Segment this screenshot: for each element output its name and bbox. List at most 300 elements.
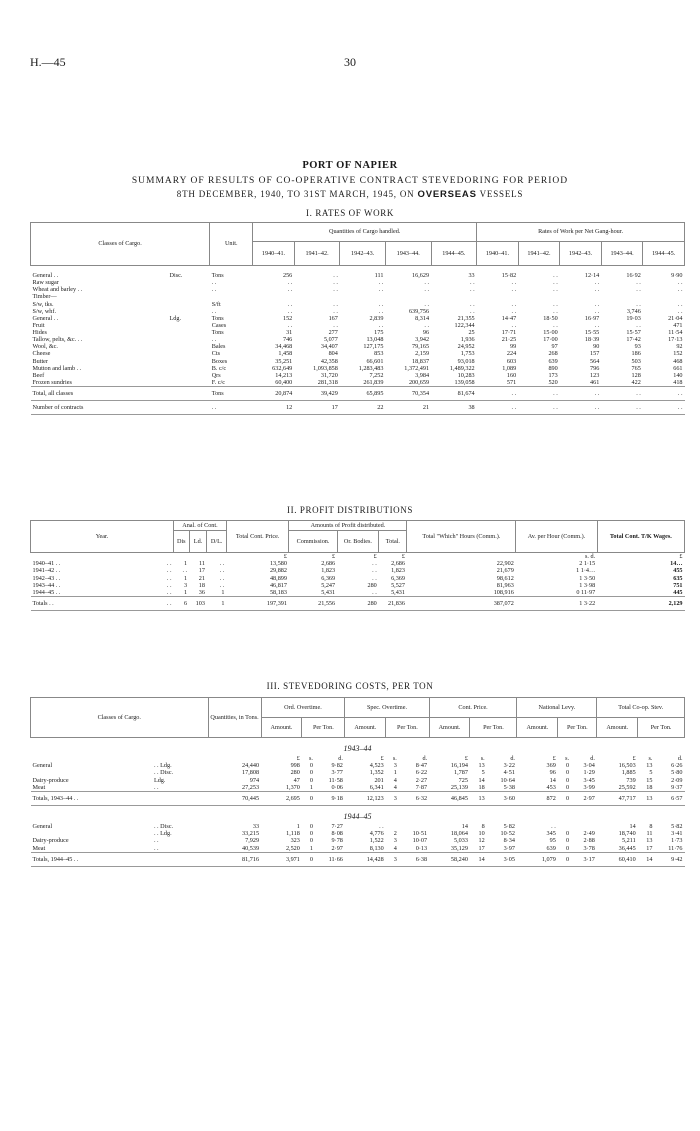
table-cell: 2,839 <box>369 314 384 322</box>
year-subheading-row <box>31 738 685 756</box>
table-cell: . . <box>636 286 641 294</box>
table-cell: 17·13 <box>668 336 683 344</box>
table-cell: 58,240 <box>429 852 470 866</box>
table-cell <box>571 823 597 830</box>
table-cell: 200,659 <box>408 378 430 386</box>
table-row <box>31 372 685 379</box>
table-cell <box>207 553 227 561</box>
table-cell: . . <box>560 387 602 401</box>
table-cell: 66,601 <box>366 357 384 365</box>
table-cell: 46,817 <box>269 581 287 589</box>
table-cell: 17·71 <box>501 329 517 336</box>
table-cell: 17 <box>198 567 205 575</box>
col-qty: Quantities, in Tons. <box>208 698 261 738</box>
table-cell: 70,354 <box>385 387 431 401</box>
table-cell: 13 <box>646 762 653 770</box>
table-cell: s. <box>648 755 653 763</box>
table-cell: 96 <box>422 329 430 336</box>
table-cell: 3,942 <box>415 336 430 344</box>
table-cell: Dairy-produce <box>32 776 69 784</box>
table-cell: . . <box>553 307 558 315</box>
table-cell: 564 <box>590 357 600 365</box>
table-cell: 25,592 <box>618 783 636 791</box>
table-cell <box>168 322 210 329</box>
table-cell: . . <box>333 307 338 315</box>
table-cell <box>431 293 477 300</box>
table-cell: 5 <box>481 769 485 777</box>
table-cell: 14 <box>470 852 487 866</box>
table-cell <box>399 823 429 830</box>
table-row <box>31 329 685 336</box>
table-row <box>31 582 685 589</box>
table-cell: 10·07 <box>412 837 428 845</box>
table-cell: 256 <box>282 272 293 279</box>
table-cell: 36,445 <box>618 844 636 852</box>
table-row <box>31 845 685 853</box>
table-cell: d. <box>590 755 595 763</box>
table-cell <box>168 365 210 372</box>
table-cell: 1,885 <box>621 769 636 777</box>
table-cell: S/w, tks. <box>32 300 54 308</box>
table-cell: . . <box>477 387 519 401</box>
table-cell: 4 <box>393 776 397 784</box>
table-cell: 4,776 <box>369 830 384 838</box>
table-cell: 14,213 <box>275 371 293 379</box>
table-cell: 2·88 <box>583 837 595 845</box>
table-cell: 1,079 <box>517 852 558 866</box>
year-label: 1943–44 . . <box>32 581 61 589</box>
table-cell: . . <box>470 286 475 294</box>
contracts-row <box>31 401 685 415</box>
table-row <box>31 350 685 357</box>
table-cell: 186 <box>631 350 641 358</box>
table-cell: 93 <box>634 343 641 351</box>
table-cell: 175 <box>374 329 384 336</box>
table-cell: 18 <box>478 783 485 791</box>
table-cell: 268 <box>548 350 558 358</box>
table-cell: 3·04 <box>583 762 595 770</box>
table-cell: 3,984 <box>415 371 430 379</box>
table-cell <box>168 286 210 293</box>
table-cell: 29,882 <box>269 567 287 575</box>
col-classes: Classes of Cargo. <box>31 223 210 266</box>
table-cell: s. <box>392 755 397 763</box>
table-cell: Tons <box>211 329 224 336</box>
table-cell: Cheese <box>32 350 51 358</box>
table-cell: . . <box>677 279 683 287</box>
table-cell: 17,808 <box>242 769 260 777</box>
table-cell: 0 <box>566 783 570 791</box>
table-cell: 445 <box>673 588 683 596</box>
table-cell: 468 <box>673 357 683 365</box>
header-cell: Amount. <box>517 718 558 738</box>
table-cell: 725 <box>458 776 468 784</box>
table-cell: . . <box>211 336 217 344</box>
total-row <box>31 387 685 401</box>
table-cell: s. d. <box>585 553 596 561</box>
table-cell: 7·27 <box>331 823 343 831</box>
table-cell: 13 <box>646 837 653 845</box>
table-cell: 10·52 <box>500 830 515 838</box>
table-row <box>31 315 685 322</box>
table-cell: 13 <box>638 791 655 805</box>
table-cell: General <box>32 762 53 770</box>
table-cell: 13 <box>478 762 485 770</box>
table-cell: 47 <box>293 776 300 784</box>
table-cell: S/w, whf. <box>32 307 56 315</box>
table-cell: 5,527 <box>391 581 405 589</box>
header-cell: Per Ton. <box>558 718 597 738</box>
table-row <box>31 560 685 567</box>
header-cell: 1942–43. <box>560 242 602 266</box>
table-cell: . . <box>518 387 560 401</box>
table-cell: 2 <box>393 830 397 838</box>
table-cell: 0 <box>566 830 570 838</box>
table-cell: 2·49 <box>583 830 595 838</box>
table-cell <box>407 553 516 561</box>
total-row <box>31 791 685 805</box>
rates-of-work-table <box>30 222 685 415</box>
table-row <box>31 322 685 329</box>
table-cell: 24,440 <box>242 762 260 770</box>
table-cell: 1,522 <box>369 837 384 845</box>
table-cell: 12·14 <box>584 272 600 279</box>
table-cell: . . <box>333 272 338 279</box>
table-cell <box>168 358 210 365</box>
table-cell: 8 <box>481 823 485 831</box>
table-cell: . . <box>518 401 560 415</box>
table-cell: 81,963 <box>496 581 514 589</box>
table-cell: 2,695 <box>261 791 302 805</box>
table-cell: Beef <box>32 371 45 379</box>
col-unit: Unit. <box>210 223 253 266</box>
table-cell: 3 <box>184 581 188 589</box>
table-cell <box>168 387 210 401</box>
table-cell: 9·42 <box>654 852 684 866</box>
table-cell: 1 <box>207 596 227 610</box>
table-cell <box>189 553 207 561</box>
table-cell: 123 <box>590 371 600 379</box>
table-cell <box>210 293 253 300</box>
table-cell: 5,077 <box>323 336 338 344</box>
table-cell: Tons <box>210 387 253 401</box>
table-row <box>31 301 685 308</box>
page-number: 30 <box>344 55 356 69</box>
table-cell: 2·97 <box>331 844 343 852</box>
table-cell: 21,836 <box>379 596 407 610</box>
table-cell: Tallow, pelts, &c. . . <box>32 336 83 344</box>
table-cell: 639 <box>546 844 556 852</box>
units-row <box>31 553 685 561</box>
table-cell: 15·82 <box>501 272 517 279</box>
table-cell: 0 <box>309 823 313 831</box>
table-cell: 571 <box>506 378 517 386</box>
table-cell <box>174 553 190 561</box>
table-cell: . . <box>153 783 159 791</box>
table-cell: £ <box>296 755 300 763</box>
table-cell: . . Disc. <box>153 823 174 831</box>
table-cell: . . Ldg. <box>153 830 172 838</box>
table-cell: 1 <box>296 823 300 831</box>
table-cell: 0 <box>309 830 313 838</box>
table-cell: £ <box>283 553 287 561</box>
table-cell: 418 <box>673 378 683 386</box>
col-rates: Rates of Work per Net Gang-hour. <box>477 223 685 242</box>
table-cell: Total, all classes <box>31 387 168 401</box>
col-year: Year. <box>31 521 174 553</box>
table-cell: 281,318 <box>317 378 338 386</box>
table-cell: 18·39 <box>584 336 600 344</box>
table-cell: 16,629 <box>412 272 430 279</box>
table-cell: 111 <box>374 272 384 279</box>
table-cell: . . <box>378 321 384 329</box>
header-cell: Per Ton. <box>386 718 429 738</box>
total-row <box>31 852 685 866</box>
table-cell: 1,823 <box>321 567 336 575</box>
table-cell: 2·97 <box>571 791 597 805</box>
table-cell: Cases <box>211 321 227 329</box>
table-cell: 17·42 <box>626 336 641 344</box>
table-cell: . . <box>211 307 217 315</box>
table-cell: . . <box>477 401 519 415</box>
table-cell: 25,139 <box>450 783 468 791</box>
table-cell: . . <box>636 279 641 287</box>
table-cell: 1,753 <box>460 350 475 358</box>
table-cell: 97 <box>551 343 558 351</box>
table-cell: 128 <box>631 371 641 379</box>
table-cell: Mutton and lamb . . <box>32 364 82 372</box>
table-cell <box>31 582 174 589</box>
table-cell: 2,686 <box>321 560 336 568</box>
table-row <box>31 823 685 830</box>
table-row <box>31 293 685 300</box>
table-cell: 1 3·98 <box>579 581 596 589</box>
table-cell: 152 <box>673 350 683 358</box>
table-cell <box>152 755 208 762</box>
table-cell: 13,048 <box>366 336 384 344</box>
table-cell: 461 <box>590 378 600 386</box>
table-cell: 5·80 <box>671 769 683 777</box>
header-cell: Spec. Overtime. <box>345 698 429 718</box>
table-cell: 18,837 <box>412 357 430 365</box>
table-cell: Ldg. <box>169 314 182 322</box>
table-cell: 639,756 <box>408 307 430 315</box>
table-cell: 1,118 <box>286 830 300 838</box>
header-cell: 1940–41. <box>253 242 295 266</box>
leader-dots: . . <box>166 567 172 575</box>
table-cell: 22 <box>340 401 386 415</box>
col-hours: Total "Which" Hours (Comm.). <box>407 521 516 553</box>
table-cell: 632,649 <box>272 364 293 372</box>
table-cell: . . <box>219 581 225 589</box>
table-cell: . . <box>424 286 430 294</box>
table-cell: . . <box>219 560 225 568</box>
table-cell: 1 3·22 <box>516 596 597 610</box>
table-cell: 261,839 <box>363 378 384 386</box>
table-cell: 58,183 <box>269 588 287 596</box>
table-cell: 8,314 <box>415 314 430 322</box>
table-cell <box>386 823 399 830</box>
table-cell: 25 <box>468 329 475 336</box>
table-cell: . . <box>378 286 384 294</box>
table-cell <box>477 293 519 300</box>
year-label: 1941–42 . . <box>32 567 61 575</box>
col-dl: D/L. <box>207 531 227 553</box>
table-cell: 1,458 <box>278 350 293 358</box>
table-cell: 1,823 <box>391 567 405 575</box>
table-cell: . . <box>182 567 188 575</box>
table-cell: Timber— <box>32 293 57 301</box>
header-cell: Amount. <box>261 718 302 738</box>
table-cell: 635 <box>673 574 683 582</box>
table-cell: Wool, &c. <box>32 343 58 351</box>
col-quantities: Quantities of Cargo handled. <box>253 223 477 242</box>
table-cell: 1,372,491 <box>404 364 430 372</box>
table-cell: 11·76 <box>668 844 683 852</box>
table-cell: d. <box>338 755 343 763</box>
table-cell: 139,058 <box>454 378 475 386</box>
table-cell: 167 <box>328 314 338 322</box>
table-cell: 42,358 <box>320 357 338 365</box>
table-cell: 6,341 <box>369 783 384 791</box>
profit-distributions-table <box>30 520 685 611</box>
table-row <box>31 567 685 574</box>
table-cell: 11 <box>646 830 653 838</box>
table-cell: 16,194 <box>450 762 468 770</box>
table-cell: . . <box>287 321 293 329</box>
table-cell: General . . <box>32 314 59 322</box>
table-cell: 3 <box>393 762 397 770</box>
table-cell: 1,936 <box>460 336 475 344</box>
table-cell: 0 <box>309 837 313 845</box>
col-comm: Commission. <box>289 531 337 553</box>
table-cell: 2 1·15 <box>579 560 596 568</box>
table-cell: 1·73 <box>671 837 683 845</box>
table-cell: 9·82 <box>331 762 343 770</box>
table-cell: 5,431 <box>391 588 405 596</box>
table-cell: . . <box>219 574 225 582</box>
table-cell: d. <box>677 755 683 763</box>
table-cell: . . <box>424 279 430 287</box>
table-cell: 14 <box>478 776 485 784</box>
col-amounts: Amounts of Profit distributed. <box>289 521 407 531</box>
col-ld: Ld. <box>189 531 207 553</box>
table-cell <box>560 293 602 300</box>
table-cell: 127,175 <box>363 343 384 351</box>
table-cell: Meat <box>32 844 46 852</box>
table-cell: 21·25 <box>501 336 517 344</box>
table-cell: . . <box>372 588 377 596</box>
header-cell: Amount. <box>429 718 470 738</box>
table-cell: 81,674 <box>431 387 477 401</box>
table-cell: 1,787 <box>454 769 468 777</box>
table-cell: 12 <box>478 837 485 845</box>
col-price: Total Cont. Price. <box>226 521 289 553</box>
period-text: 8TH DECEMBER, 1940, TO 31ST MARCH, 1945, ON <box>176 189 415 199</box>
table-cell: 39,429 <box>294 387 340 401</box>
table-cell: £ <box>332 553 336 561</box>
table-cell: 1 3·50 <box>579 574 596 582</box>
table-cell: 122,344 <box>454 321 475 329</box>
table-cell: Totals, 1944–45 . . <box>31 852 152 866</box>
table-cell: 18·50 <box>543 314 558 322</box>
table-cell: 11 <box>198 560 205 568</box>
year-subheading: 1943–44 <box>343 744 372 753</box>
table-cell: 3·77 <box>331 769 343 777</box>
table-cell <box>152 852 208 866</box>
table-cell: 21,355 <box>457 314 475 322</box>
table-cell: 639 <box>548 357 558 365</box>
table-cell: 1 <box>393 769 397 777</box>
header-cell: 1942–43. <box>340 242 386 266</box>
table-cell: 1,089 <box>502 364 517 372</box>
table-cell: 81,716 <box>208 852 261 866</box>
table-cell: 3 <box>393 837 397 845</box>
table-cell: 18,064 <box>450 830 468 838</box>
table-row <box>31 343 685 350</box>
table-cell: 17 <box>294 401 340 415</box>
table-cell: 65,895 <box>340 387 386 401</box>
table-cell: 15·55 <box>584 329 600 336</box>
table-cell: 21 <box>198 574 205 582</box>
table-cell: £ <box>632 755 636 763</box>
year-label: 1942–43 . . <box>32 574 61 582</box>
table-cell: . . Ldg. <box>153 762 172 770</box>
table-cell: 998 <box>290 762 300 770</box>
table-cell: Disc. <box>169 272 183 279</box>
table-cell: . . Disc. <box>153 769 174 777</box>
table-cell: 1,489,322 <box>449 364 475 372</box>
table-cell: 16·97 <box>584 314 600 322</box>
table-cell: 8,130 <box>369 844 384 852</box>
table-cell: Tons <box>211 272 224 279</box>
table-cell <box>168 301 210 308</box>
table-row <box>31 769 685 776</box>
section-1-heading: I. RATES OF WORK <box>306 208 394 218</box>
table-cell: 10·64 <box>500 776 515 784</box>
table-cell: 60,400 <box>275 378 293 386</box>
table-cell: . . <box>594 321 600 329</box>
table-cell: 4,523 <box>369 762 384 770</box>
table-cell <box>31 567 174 574</box>
table-cell: 4 <box>393 783 397 791</box>
table-cell: 872 <box>517 791 558 805</box>
vessels-text: VESSELS <box>479 189 524 199</box>
table-cell: 387,072 <box>407 596 516 610</box>
table-cell <box>294 293 340 300</box>
table-cell: 22,902 <box>496 560 514 568</box>
table-cell: 2·27 <box>415 776 428 784</box>
table-row <box>31 336 685 343</box>
table-cell: 46,845 <box>429 791 470 805</box>
leader-dots: . . <box>166 574 172 582</box>
table-cell: 0 <box>566 762 570 770</box>
table-cell: . . <box>372 567 377 575</box>
col-total: Total. <box>379 531 407 553</box>
col-dis: Dis <box>174 531 190 553</box>
header-cell: Total Co-op. Stev. <box>597 698 685 718</box>
table-cell: 661 <box>673 364 683 372</box>
header-cell: 1941–42. <box>518 242 560 266</box>
table-cell: 3 <box>386 852 399 866</box>
table-cell: 3,971 <box>261 852 302 866</box>
table-cell: 27,253 <box>242 783 260 791</box>
table-cell: £ <box>380 755 384 763</box>
table-cell <box>168 350 210 357</box>
table-cell: d. <box>510 755 515 763</box>
table-cell <box>31 553 174 561</box>
table-cell: 3 <box>386 791 399 805</box>
